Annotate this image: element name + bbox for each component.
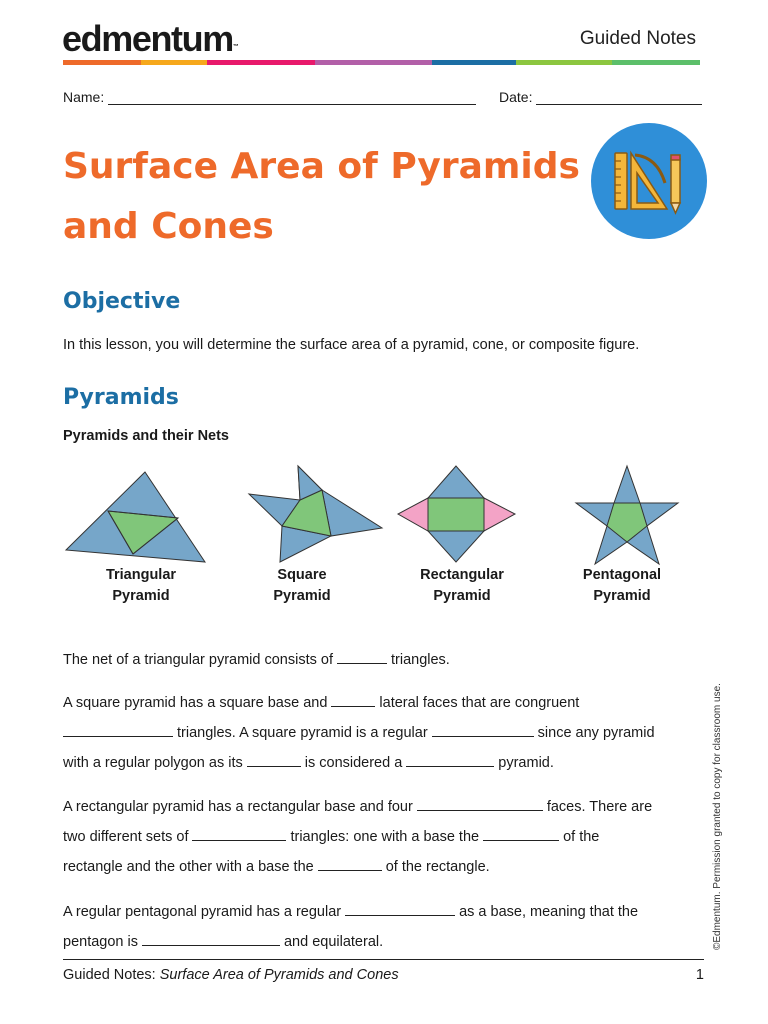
fill-blank[interactable]	[331, 692, 375, 707]
net-label-line1: Pentagonal	[582, 567, 662, 583]
text-run: is considered a	[304, 755, 403, 771]
text-run: faces. There are	[546, 799, 653, 815]
text-run: lateral faces that are congruent	[379, 695, 580, 711]
name-field[interactable]	[63, 88, 476, 105]
fill-blank[interactable]	[247, 752, 301, 767]
text-run: triangles. A square pyramid is a regular	[177, 725, 428, 741]
pyramid-nets-figure	[60, 460, 720, 570]
date-label: Date:	[499, 89, 533, 105]
footer-divider	[63, 959, 704, 960]
copyright-notice: ©Edmentum. Permission granted to copy for classroom use.	[712, 683, 723, 950]
net-label-line1: Triangular	[105, 567, 177, 583]
stripe-lime	[516, 60, 612, 65]
page-title: Surface Area of Pyramids and Cones	[63, 146, 580, 247]
net-label-triangular	[81, 565, 201, 607]
stripe-green	[612, 60, 700, 65]
name-label: Name:	[63, 89, 105, 105]
footer-label: Guided Notes:	[63, 967, 156, 983]
date-field[interactable]	[499, 88, 702, 105]
name-blank[interactable]	[108, 88, 476, 105]
logo-text: edmentum	[62, 18, 233, 59]
date-blank[interactable]	[536, 88, 702, 105]
ruler-triangle-pencil-icon	[591, 123, 707, 239]
fill-blank[interactable]	[63, 722, 173, 737]
document-type: Guided Notes	[579, 28, 696, 49]
fill-blank[interactable]	[417, 796, 543, 811]
text-run: with a regular polygon as its	[63, 755, 243, 771]
net-label-line1: Square	[277, 567, 327, 583]
text-run: as a base, meaning that the	[459, 904, 639, 920]
paragraph-square	[63, 688, 688, 778]
fill-blank[interactable]	[192, 826, 286, 841]
net-label-rectangular	[402, 565, 522, 607]
nets-subheading: Pyramids and their Nets	[63, 428, 229, 444]
stripe-yellow	[141, 60, 207, 65]
paragraph-rectangular	[63, 792, 688, 882]
objective-text: In this lesson, you will determine the surface area of a pyramid, cone, or composite figure.	[63, 337, 640, 353]
text-run: A rectangular pyramid has a rectangular base and four	[63, 799, 413, 815]
text-run: two different sets of	[63, 829, 189, 845]
text-run: of the rectangle.	[385, 859, 490, 875]
text-run: pentagon is	[63, 934, 138, 950]
net-label-pentagonal	[562, 565, 682, 607]
text-run: of the	[563, 829, 600, 845]
text-run: pyramid.	[498, 755, 554, 771]
stripe-blue	[432, 60, 516, 65]
pentagonal-pyramid-net	[576, 466, 678, 564]
text-run: and equilateral.	[283, 934, 384, 950]
fill-blank[interactable]	[406, 752, 494, 767]
trademark-mark: ™	[232, 44, 239, 50]
fill-blank[interactable]	[318, 856, 382, 871]
fill-blank[interactable]	[345, 901, 455, 916]
edmentum-logo	[62, 19, 239, 59]
net-label-line2: Pyramid	[593, 588, 651, 604]
stripe-purple	[315, 60, 432, 65]
text-run: rectangle and the other with a base the	[63, 859, 314, 875]
square-pyramid-net	[249, 466, 382, 562]
fill-blank[interactable]	[483, 826, 559, 841]
net-label-square	[242, 565, 362, 607]
footer-doc-title: Surface Area of Pyramids and Cones	[159, 967, 399, 983]
text-run: A regular pentagonal pyramid has a regular	[63, 904, 342, 920]
color-stripe	[63, 60, 700, 65]
net-label-line2: Pyramid	[112, 588, 170, 604]
pyramids-heading: Pyramids	[63, 385, 179, 410]
page-number: 1	[695, 967, 704, 983]
rectangular-pyramid-net	[398, 466, 515, 562]
paragraph-triangular	[63, 645, 688, 675]
stripe-orange	[63, 60, 141, 65]
footer-title	[63, 967, 399, 983]
text-run: A square pyramid has a square base and	[63, 695, 328, 711]
fill-blank[interactable]	[337, 649, 387, 664]
triangular-pyramid-net	[66, 472, 205, 562]
text-run: since any pyramid	[537, 725, 655, 741]
stripe-magenta	[207, 60, 315, 65]
fill-blank[interactable]	[432, 722, 534, 737]
text-run: The net of a triangular pyramid consists of	[63, 652, 333, 668]
net-label-line2: Pyramid	[433, 588, 491, 604]
paragraph-pentagonal	[63, 897, 688, 957]
objective-heading: Objective	[63, 289, 181, 314]
net-label-line2: Pyramid	[273, 588, 331, 604]
net-label-line1: Rectangular	[420, 567, 504, 583]
fill-blank[interactable]	[142, 931, 280, 946]
text-run: triangles.	[391, 652, 450, 668]
text-run: triangles: one with a base the	[290, 829, 480, 845]
